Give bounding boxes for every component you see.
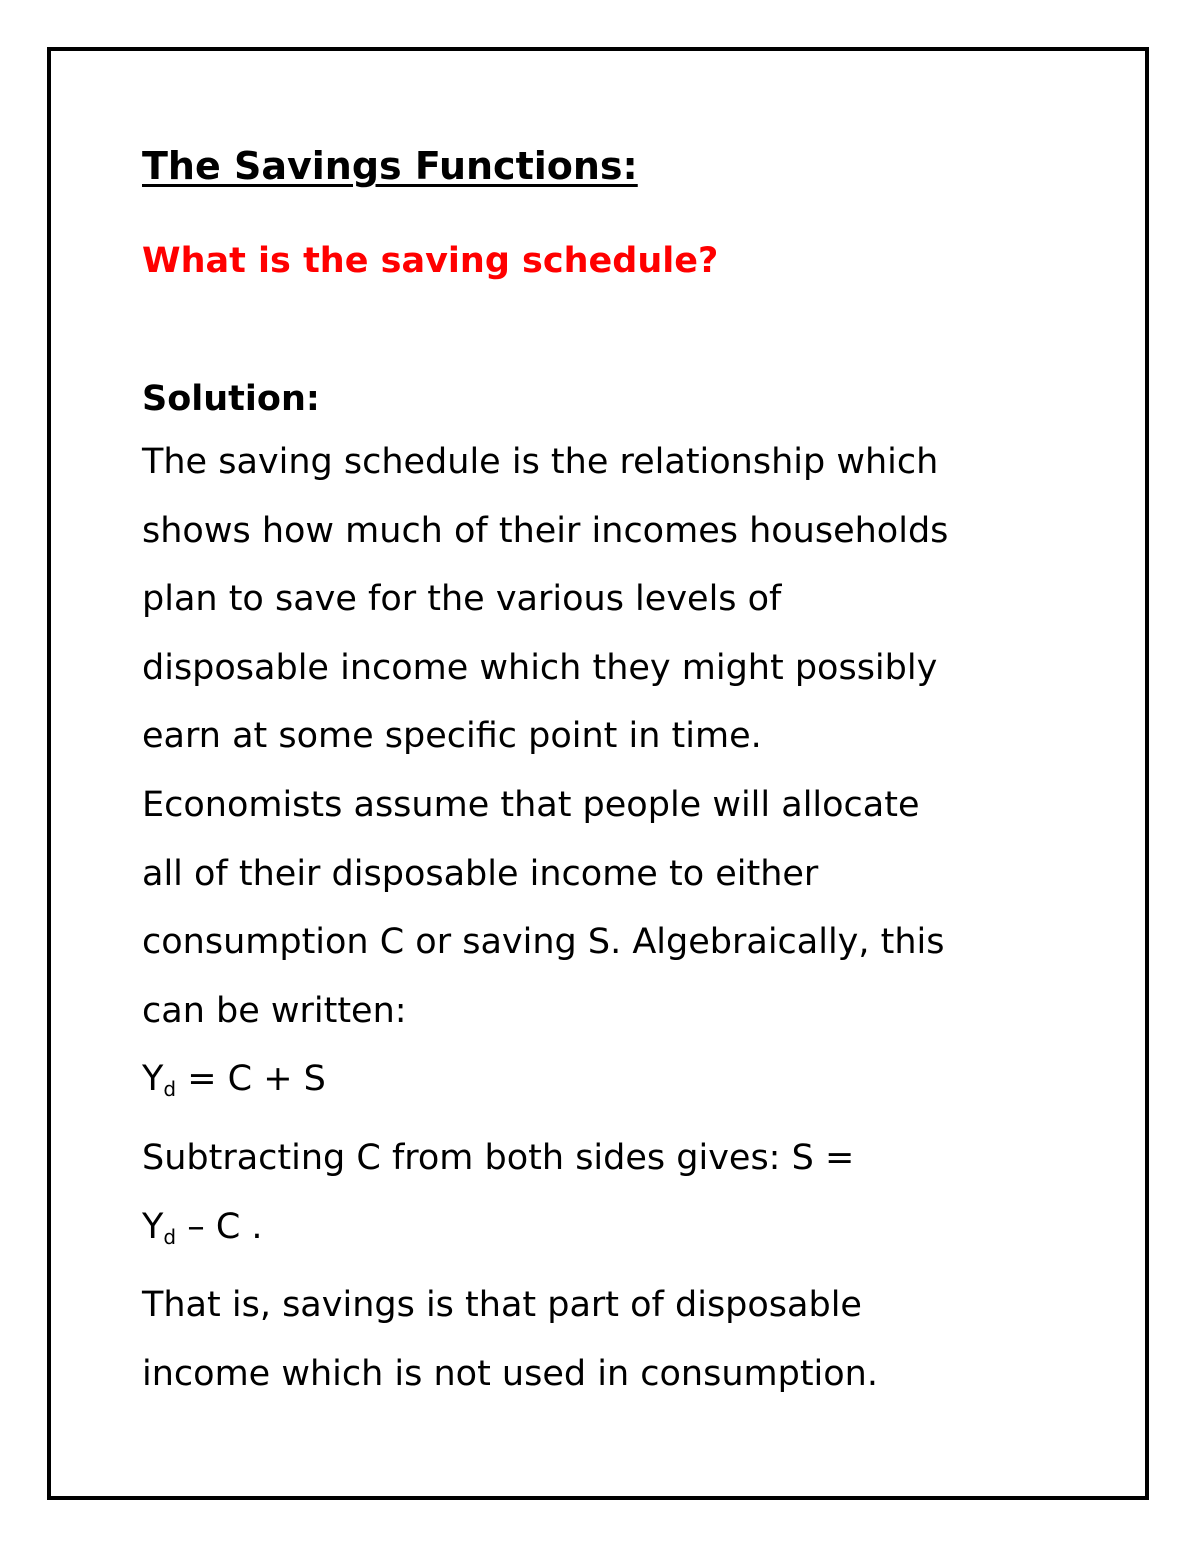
body-line: earn at some specific point in time. <box>142 716 762 757</box>
body-line: consumption C or saving S. Algebraically, this <box>142 922 945 963</box>
conclusion-line: That is, savings is that part of disposable <box>142 1285 862 1326</box>
body-line: disposable income which they might possibly <box>142 647 938 688</box>
body-line: The saving schedule is the relationship which <box>142 442 939 482</box>
body-line: Subtracting C from both sides gives: S = <box>142 1137 855 1178</box>
solution-label: Solution: <box>142 379 320 419</box>
equation-savings <box>142 1193 1102 1272</box>
page-title: The Savings Functions: <box>142 144 638 188</box>
equation-subscript: d <box>163 1224 177 1249</box>
body-line: shows how much of their incomes households <box>142 510 949 551</box>
equation-subscript: d <box>163 1077 177 1102</box>
equation-variable: Y <box>142 1206 164 1247</box>
equation-rest: = C + S <box>176 1059 326 1100</box>
body-line: can be written: <box>142 990 407 1031</box>
body-line: Economists assume that people will allocate <box>142 784 920 825</box>
question-heading: What is the saving schedule? <box>142 241 719 281</box>
conclusion-line: income which is not used in consumption. <box>142 1353 878 1394</box>
equation-rest: – C . <box>176 1206 263 1247</box>
equation-identity <box>142 1045 1102 1124</box>
body-line: plan to save for the various levels of <box>142 579 782 620</box>
solution-body <box>142 428 1102 1408</box>
document-content <box>142 140 1102 1408</box>
body-line: all of their disposable income to either <box>142 853 819 894</box>
equation-variable: Y <box>142 1059 164 1100</box>
